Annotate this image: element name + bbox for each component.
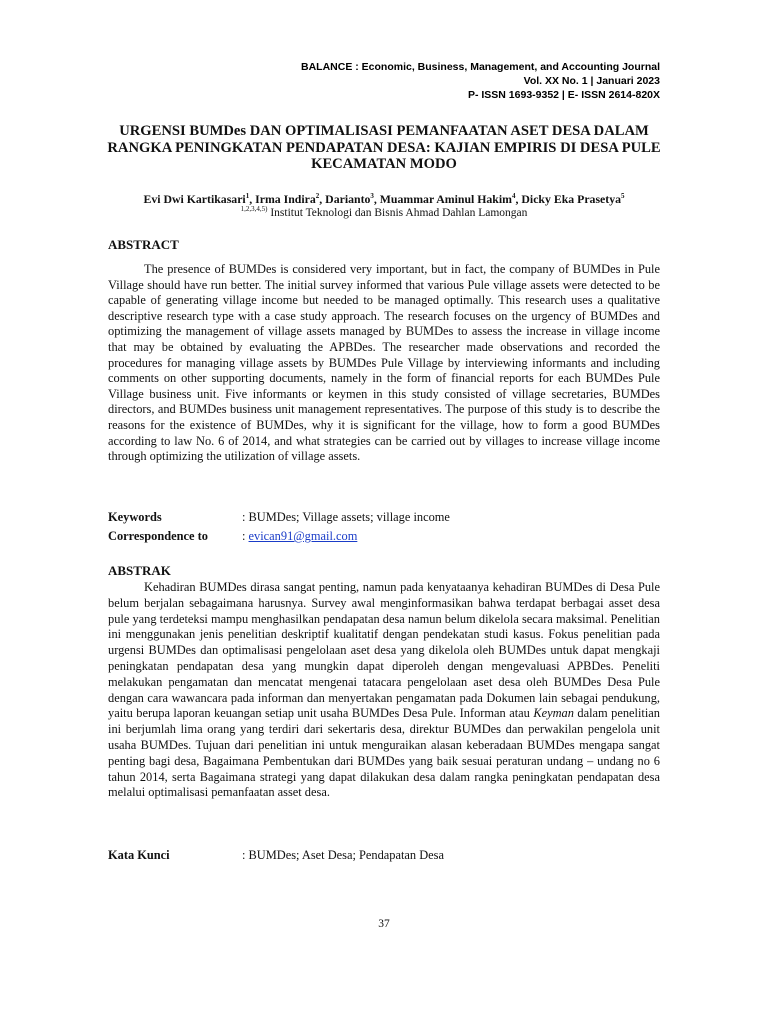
abstrak-text-part2: dalam penelitian ini berjumlah lima orang yang terdiri dari sekertaris desa, direktur BUMDes dan perwakilan pengelola unit usaha BUMDes. Tujuan dari penelitian ini untuk menguraikan alasan keberadaan BUMDes mengapa sangat penting bagi desa, Bagaimana Pembentukan dari BUMDes yang baik sesuai peraturan undang – undang no 6 tahun 2014, serta Bagaimana strategi yang dapat dilakukan desa dalam rangka peningkatan pendapatan desa melalui optimalisasi pemanfaatan asset desa. (108, 706, 660, 800)
keywords-label: Keywords (108, 510, 162, 524)
author-sup: 4 (511, 192, 516, 200)
author-sup: 2 (315, 192, 320, 200)
affiliation-sup: 1,2,3,4,5) (240, 205, 268, 213)
abstrak-text (108, 580, 660, 801)
affiliation (100, 202, 668, 220)
author-name: Dicky Eka Prasetya (521, 192, 622, 206)
author-name: Darianto (325, 192, 371, 206)
author-list: Evi Dwi Kartikasari$^1$, Irma Indira$^2$, Darianto$^3$, Muammar Aminul Hakim$^4$, Dicky Eka Prasetya$^5$ (143, 192, 625, 206)
journal-volume: Vol. XX No. 1 | Januari 2023 (523, 75, 660, 87)
author-name: Irma Indira (255, 192, 316, 206)
affiliation-name: Institut Teknologi dan Bisnis Ahmad Dahlan Lamongan (270, 207, 528, 219)
abstrak-italic-term: Keyman (533, 706, 574, 721)
kata-kunci-value: : BUMDes; Aset Desa; Pendapatan Desa (242, 848, 444, 862)
journal-header (301, 60, 660, 102)
correspondence-prefix: : (242, 529, 249, 543)
correspondence-label: Correspondence to (108, 529, 208, 543)
page-number: 37 (378, 918, 390, 930)
author-sup: 5 (621, 192, 625, 200)
author-name: Muammar Aminul Hakim (379, 192, 512, 206)
keywords-value: : BUMDes; Village assets; village income (242, 510, 450, 524)
journal-name: BALANCE : Economic, Business, Management, and Accounting Journal (301, 61, 660, 73)
author-sup: 3 (370, 192, 374, 200)
email-link[interactable]: evican91@gmail.com (248, 529, 358, 543)
author-sup: 1 (245, 192, 250, 200)
kata-kunci-label: Kata Kunci (108, 848, 170, 862)
abstrak-text-part1: Kehadiran BUMDes dirasa sangat penting, namun pada kenyataanya kehadiran BUMDes di Desa Pule belum berjalan sebagaimana harusnya. Survey awal menginformasikan bahwa terdapat berbagai asset desa pule yang terdeteksi mampu menghasilkan pendapatan desa namun belum dikelola secara maksimal. Penelitian ini menggunakan jenis penelitian deskriptif kualitatif dengan pendekatan studi kasus. Fokus penelitian pada urgensi BUMDes dan optimalisasi pengelolaan aset desa yang dikelola oleh BUMDes untuk dapat mengkaji peningkatan pendapatan desa yang mungkin dapat diperoleh dengan mengevaluasi APBDes. Peneliti melakukan pengamatan dan mencatat mengenai tatacara pengelolaan aset desa oleh BUMDes Desa Pule dengan cara wawancara pada informan dan menyertakan pengamatan pada Dokumen lain sebagai pendukung, yaitu berupa laporan keuangan setiap unit usaha BUMDes Desa Pule. Informan atau (108, 580, 660, 721)
abstract-heading: ABSTRACT (108, 237, 179, 252)
abstrak-heading: ABSTRAK (108, 563, 171, 578)
abstract-text: The presence of BUMDes is considered very important, but in fact, the company of BUMDes in Pule Village should have run better. The initial survey informed that various Pule village assets were detected to be capable of generating village income but needed to be managed optimally. This research uses a qualitative descriptive research type with a case study approach. The research focuses on the urgency of BUMDes and optimizing the management of village assets managed by BUMDes to assess the increase in village income that may be obtained by evaluating the APBDes. The researcher made observations and recorded the procedures for managing village assets by BUMDes Pule Village by interviewing informants and including comments on other supporting documents, namely in the form of financial reports for each BUMDes Pule Village business unit. Five informants or keymen in this study consisted of village secretaries, BUMDes directors, and BUMDes business unit management representatives. The purpose of this study is to describe the reasons for the existence of BUMDes, why it is significant for the village, how to form a good BUMDes according to law No. 6 of 2014, and what strategies can be carried out by villages to increase village income through optimizing the utilization of village assets. (108, 262, 660, 464)
correspondence-value (242, 528, 357, 544)
journal-issn: P- ISSN 1693-9352 | E- ISSN 2614-820X (467, 89, 660, 101)
author-name: Evi Dwi Kartikasari (143, 192, 246, 206)
paper-title: URGENSI BUMDes DAN OPTIMALISASI PEMANFAATAN ASET DESA DALAM RANGKA PENINGKATAN PENDAPATAN DESA: KAJIAN EMPIRIS DI DESA PULE KECAMATAN MODO (107, 123, 661, 172)
